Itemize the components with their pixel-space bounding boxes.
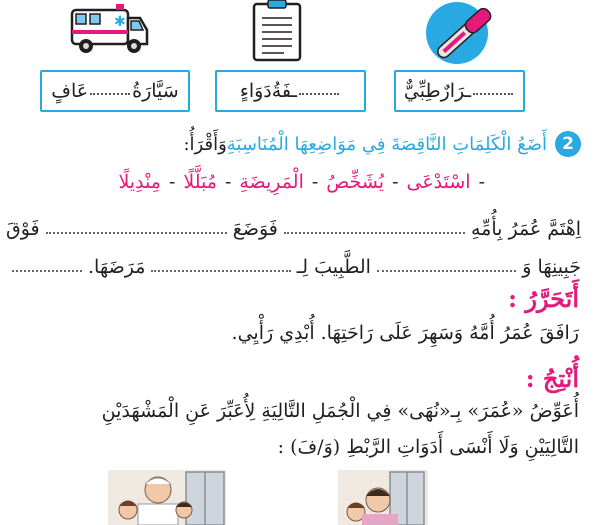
word-box-ambulance-left: عَافٍ <box>51 80 89 102</box>
fill-line-2-part1: جَبِينِهَا وَ <box>522 256 581 278</box>
fill-line-2 <box>6 250 581 284</box>
fill-line-2-part3: مَرَضَهَا. <box>87 256 146 278</box>
fill-line-1-part1: اِهْتَمَّ عُمَرُ بِأُمِّهِ <box>470 218 581 240</box>
svg-text:✱: ✱ <box>114 14 126 30</box>
word-box-thermometer <box>394 70 525 112</box>
section-untej-line1: أُعَوِّضُ «عُمَرَ» بِـ«نُهَى» فِي الْجُمَلِ التَّالِيَةِ لِأُعَبِّرَ عَنِ الْمَشْهَدَيْنِ <box>101 400 579 422</box>
word-box-ambulance <box>40 70 190 112</box>
section-tahrar-text: رَافَقَ عُمَرُ أُمَّهُ وَسَهِرَ عَلَى رَاحَتِهَا. أُبْدِي رَأْيِي. <box>231 322 579 344</box>
word-bank-item: مُبَلَّلًا <box>183 171 217 193</box>
word-box-thermometer-left: طِبِّيٌّ <box>403 80 441 102</box>
section-untej-line2: التَّالِيَيْنِ وَلَا أَنْسَى أَدَوَاتِ الرَّبْطِ (وَ/فَ) : <box>277 436 579 458</box>
scene-illustration-doctor <box>108 470 226 525</box>
word-bank: - اسْتَدْعَى - يُشَخِّصُ - الْمَرِيضَةِ - مُبَلَّلًا - مِنْدِيلًا <box>118 171 485 193</box>
blank[interactable] <box>12 262 82 272</box>
fill-line-1-part3: فَوْقَ <box>6 218 40 240</box>
section-heading-tahrar: أَتَحَرَّرُ : <box>508 284 579 313</box>
blank[interactable] <box>473 87 513 95</box>
fill-line-2-part2: الطَّبِيبَ لِـ <box>296 256 371 278</box>
blank[interactable] <box>151 262 290 272</box>
fill-line-1-part2: فَوَضَعَ <box>232 218 278 240</box>
ambulance-icon <box>68 0 150 56</box>
blank[interactable] <box>299 87 339 95</box>
word-box-prescription <box>215 70 366 112</box>
blank[interactable] <box>46 224 227 234</box>
word-box-thermometer-right: ـرَارٌ <box>440 80 472 102</box>
word-bank-item: مِنْدِيلًا <box>118 171 161 193</box>
scene-illustration-mother <box>338 470 428 525</box>
exercise-instruction <box>6 128 581 160</box>
word-bank-item: الْمَرِيضَةِ <box>239 171 304 193</box>
instruction-colored: أَضَعُ الْكَلِمَاتِ النَّاقِصَةَ فِي مَوَاضِعِهَا الْمُنَاسِبَةِ <box>226 133 547 155</box>
instruction-rest: وَأَقْرَأُ: <box>183 133 227 155</box>
blank[interactable] <box>90 87 130 95</box>
fill-line-1 <box>6 212 581 246</box>
section-heading-untej: أُنْتِجُ : <box>525 364 579 393</box>
word-box-prescription-left: دَوَاءٍ <box>239 80 272 102</box>
blank[interactable] <box>284 224 465 234</box>
clipboard-icon <box>250 0 304 62</box>
thermometer-icon <box>424 0 500 66</box>
exercise-number-badge: 2 <box>555 131 581 157</box>
blank[interactable] <box>377 262 516 272</box>
word-box-prescription-right: ـفَةُ <box>271 80 298 102</box>
word-bank-item: اسْتَدْعَى <box>406 171 471 193</box>
word-box-ambulance-right: سَيَّارَةُ <box>132 80 179 102</box>
word-bank-item: يُشَخِّصُ <box>326 171 385 193</box>
